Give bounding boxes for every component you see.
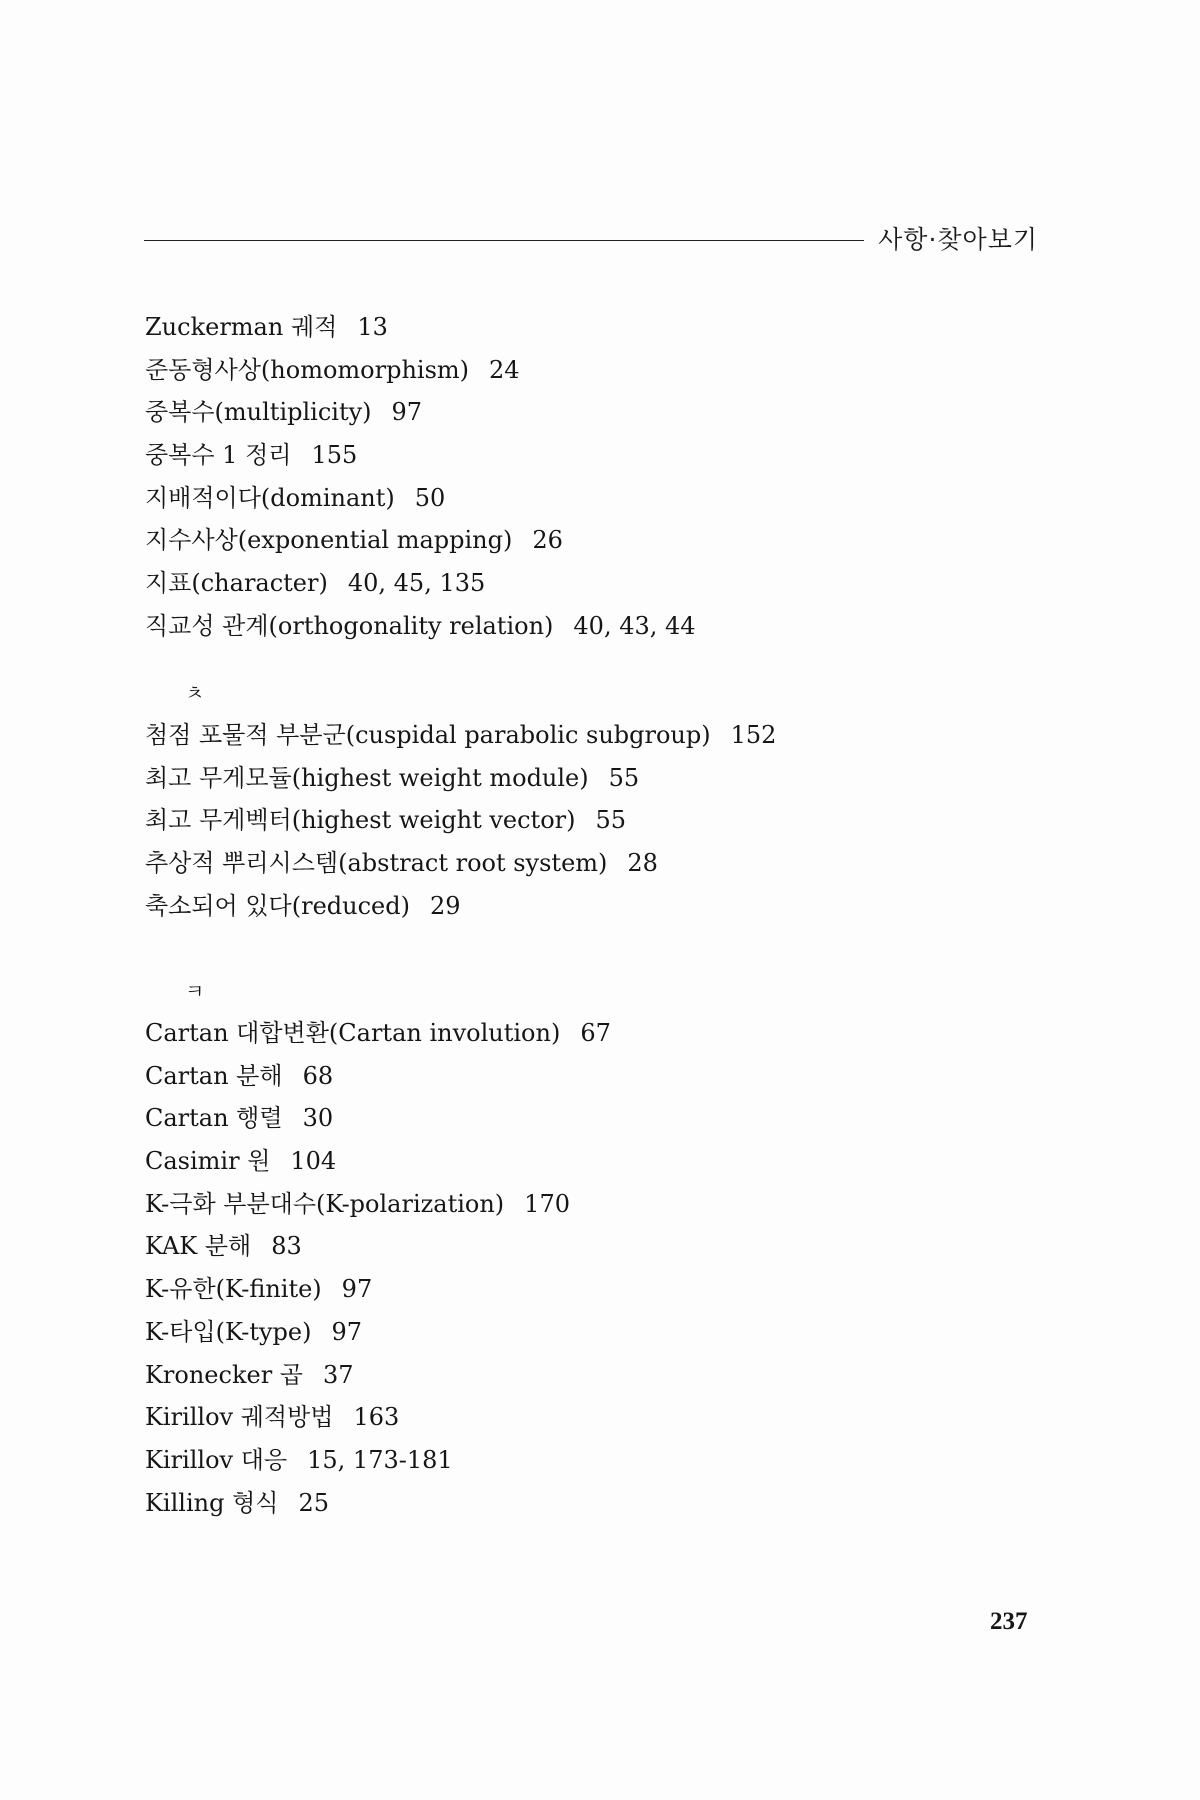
index-pages: 155 <box>311 441 358 470</box>
index-term: 중복수 1 정리 <box>145 441 292 470</box>
index-term: Killing 형식 <box>145 1488 279 1517</box>
index-section-ch <box>145 672 776 927</box>
index-term: Cartan 분해 <box>145 1061 283 1090</box>
index-entry <box>145 1097 611 1140</box>
index-term: Cartan 대합변환(Cartan involution) <box>145 1019 561 1047</box>
index-pages: 37 <box>323 1360 354 1389</box>
index-pages: 68 <box>302 1061 334 1090</box>
index-term: 지수사상(exponential mapping) <box>145 526 513 555</box>
index-entry <box>145 391 696 434</box>
index-term: 지배적이다(dominant) <box>145 483 395 512</box>
index-entry <box>145 1055 611 1098</box>
index-entry <box>145 1012 611 1055</box>
index-term: 지표(character) <box>145 569 328 598</box>
index-term: 축소되어 있다(reduced) <box>145 891 410 920</box>
index-pages: 25 <box>298 1488 329 1517</box>
index-pages: 24 <box>489 355 520 384</box>
index-pages: 55 <box>595 806 627 835</box>
index-pages: 26 <box>532 526 563 555</box>
index-section-k <box>145 970 611 1524</box>
index-entry <box>145 757 776 800</box>
index-term: Casimir 원 <box>145 1147 271 1176</box>
index-section-j <box>145 306 696 648</box>
index-term: Kirillov 대응 <box>145 1445 288 1474</box>
index-term: Zuckerman 궤적 <box>145 313 338 341</box>
index-term: K-타입(K-type) <box>145 1317 312 1346</box>
running-header <box>144 220 1038 254</box>
index-entry <box>145 1482 611 1525</box>
index-entry <box>145 842 776 885</box>
index-term: 최고 무게벡터(highest weight vector) <box>145 806 576 835</box>
index-entry <box>145 519 696 562</box>
index-entry <box>145 1268 611 1311</box>
index-pages: 67 <box>580 1019 611 1047</box>
index-pages: 13 <box>357 313 388 341</box>
index-entry <box>145 714 776 757</box>
page-number: 237 <box>990 1608 1028 1635</box>
index-entry <box>145 1311 611 1354</box>
index-term: K-극화 부분대수(K-polarization) <box>145 1189 505 1218</box>
index-entry <box>145 1354 611 1397</box>
index-term: 첨점 포물적 부분군(cuspidal parabolic subgroup) <box>145 721 711 749</box>
index-pages: 28 <box>627 849 658 878</box>
index-pages: 50 <box>414 483 446 512</box>
index-pages: 29 <box>429 891 461 920</box>
index-term: 중복수(multiplicity) <box>145 398 372 427</box>
index-pages: 83 <box>271 1232 302 1261</box>
index-pages: 40, 45, 135 <box>347 569 486 598</box>
index-pages: 152 <box>730 721 777 749</box>
index-term: 최고 무게모듈(highest weight module) <box>145 763 589 792</box>
index-pages: 40, 43, 44 <box>573 611 696 640</box>
index-pages: 97 <box>331 1317 362 1346</box>
index-term: KAK 분해 <box>145 1232 252 1261</box>
index-pages: 170 <box>524 1189 570 1218</box>
index-pages: 97 <box>341 1275 373 1304</box>
index-entry <box>145 1396 611 1439</box>
group-heading: ㅋ <box>185 979 205 1003</box>
index-term: 직교성 관계(orthogonality relation) <box>145 611 554 640</box>
index-entry <box>145 434 696 477</box>
index-term: Kronecker 곱 <box>145 1360 303 1389</box>
index-pages: 104 <box>290 1147 337 1176</box>
index-entry <box>145 605 696 648</box>
group-heading: ㅊ <box>185 681 205 705</box>
index-term: 준동형사상(homomorphism) <box>145 355 470 384</box>
index-entry <box>145 1140 611 1183</box>
index-entry <box>145 799 776 842</box>
index-entry <box>145 562 696 605</box>
index-entry <box>145 885 776 928</box>
index-pages: 97 <box>391 398 423 427</box>
index-pages: 15, 173-181 <box>307 1445 453 1474</box>
index-pages: 30 <box>302 1104 334 1133</box>
index-entry <box>145 477 696 520</box>
index-term: Kirillov 궤적방법 <box>145 1403 334 1432</box>
index-term: 추상적 뿌리시스템(abstract root system) <box>145 849 608 878</box>
index-entry <box>145 1225 611 1268</box>
index-entry <box>145 1183 611 1226</box>
index-term: Cartan 행렬 <box>145 1104 283 1133</box>
index-entry <box>145 1439 611 1482</box>
index-term: K-유한(K-finite) <box>145 1275 322 1304</box>
header-rule <box>144 240 864 241</box>
index-pages: 55 <box>608 763 640 792</box>
header-title: 사항·찾아보기 <box>878 225 1038 254</box>
index-entry <box>145 349 696 392</box>
index-pages: 163 <box>353 1403 400 1432</box>
index-entry <box>145 306 696 349</box>
